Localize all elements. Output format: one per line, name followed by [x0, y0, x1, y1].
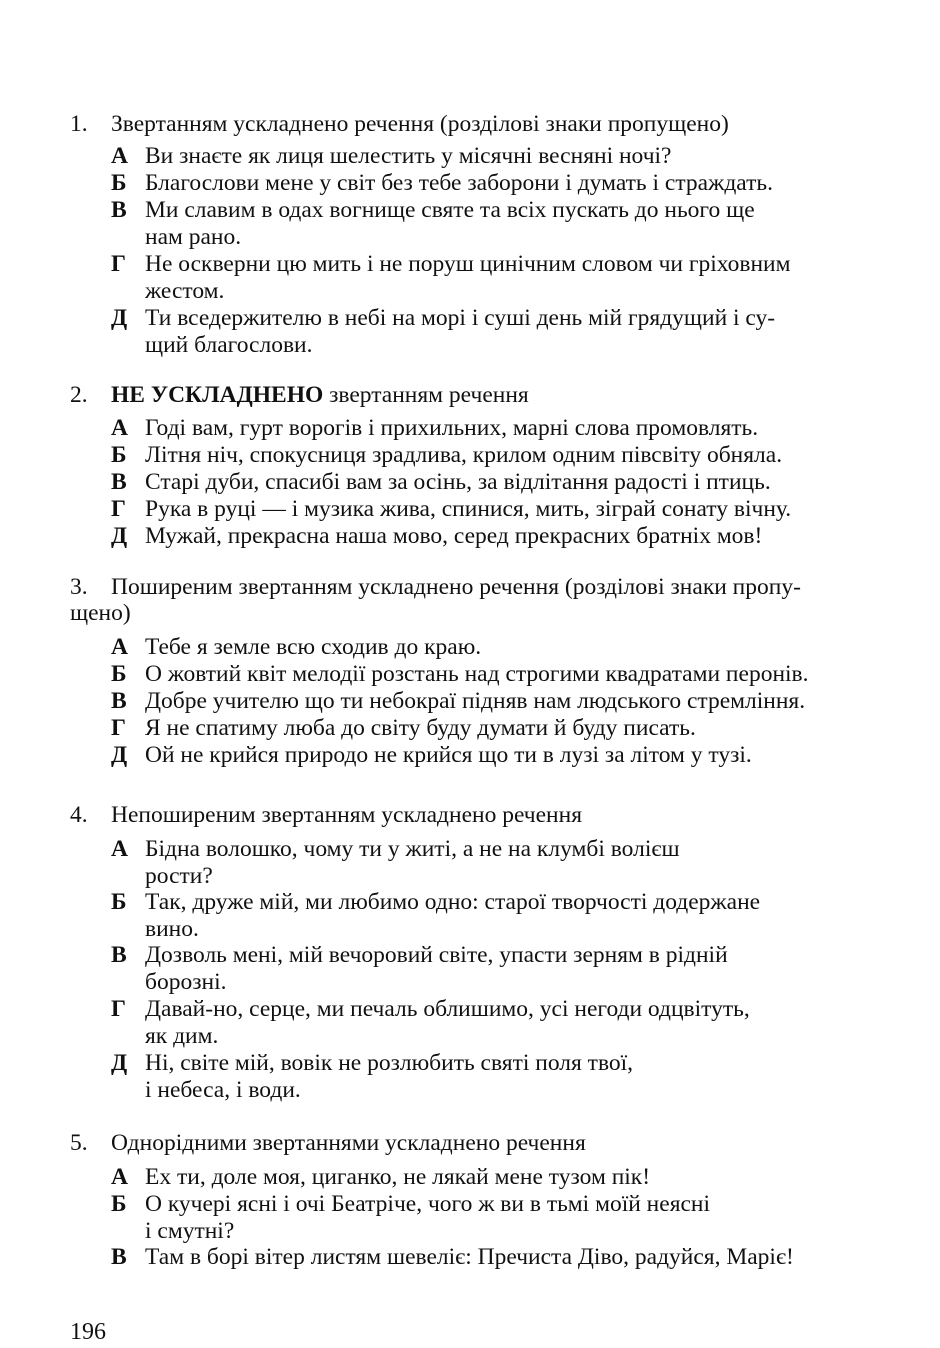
answer-option-v[interactable] — [111, 942, 881, 995]
option-line: борозні. — [145, 968, 227, 995]
answer-option-v[interactable] — [111, 1244, 881, 1271]
option-line: рости? — [145, 862, 213, 889]
question-text: Звертанням ускладнено речення (розділові знаки пропущено) — [111, 111, 729, 137]
question-stem — [70, 802, 880, 829]
question-text: щено) — [70, 600, 131, 626]
option-letter: Г — [111, 251, 126, 277]
answer-option-a[interactable] — [111, 836, 881, 889]
option-line: Ти вседержителю в небі на морі і суші день мій грядущий і су- — [145, 305, 776, 331]
option-letter: Б — [111, 170, 127, 196]
option-line: Дозволь мені, мій вечоровий світе, упасти зерням в рідній — [145, 942, 728, 968]
option-letter: Б — [111, 889, 127, 915]
option-letter: Г — [111, 496, 126, 522]
answer-option-b[interactable] — [111, 889, 881, 942]
option-line: Ви знаєте як лиця шелестить у місячні весняні ночі? — [145, 143, 672, 169]
question-stem — [70, 574, 880, 601]
question-number: 3. — [70, 574, 88, 600]
option-line: Мужай, прекрасна наша мово, серед прекрасних братніх мов! — [145, 523, 763, 549]
answer-option-a[interactable] — [111, 143, 881, 170]
option-line: Так, друже мій, ми любимо одно: старої творчості додержане — [145, 889, 761, 915]
answer-option-b[interactable] — [111, 661, 881, 688]
answer-option-d[interactable] — [111, 305, 881, 358]
answer-option-a[interactable] — [111, 1164, 881, 1191]
option-line: Бідна волошко, чому ти у житі, а не на клумбі волієш — [145, 836, 680, 862]
answer-option-h[interactable] — [111, 996, 881, 1049]
option-line: вино. — [145, 915, 199, 942]
option-letter: А — [111, 415, 128, 441]
question-stem — [70, 111, 880, 138]
question-number: 4. — [70, 802, 88, 828]
answer-option-h[interactable] — [111, 715, 881, 742]
option-line: Тебе я земле всю сходив до краю. — [145, 634, 482, 660]
answer-option-b[interactable] — [111, 442, 881, 469]
option-line: щий благослови. — [145, 331, 313, 358]
option-letter: А — [111, 634, 128, 660]
answer-option-b[interactable] — [111, 1191, 881, 1244]
option-line: Благослови мене у світ без тебе заборони і думать і страждать. — [145, 170, 773, 196]
option-line: Літня ніч, спокусниця зрадлива, крилом одним півсвіту обняла. — [145, 442, 783, 468]
option-letter: А — [111, 143, 128, 169]
answer-option-d[interactable] — [111, 523, 881, 550]
option-letter: Б — [111, 661, 127, 687]
option-letter: Б — [111, 442, 127, 468]
question-stem-continuation — [70, 600, 880, 627]
option-line: Ех ти, доле моя, циганко, не лякай мене тузом пік! — [145, 1164, 651, 1190]
question-text: Поширеним звертанням ускладнено речення (розділові знаки пропу- — [111, 574, 801, 600]
answer-option-a[interactable] — [111, 634, 881, 661]
option-letter: Д — [111, 523, 128, 549]
option-line: Старі дуби, спасибі вам за осінь, за відлітання радості і птиць. — [145, 469, 771, 495]
option-line: Ой не крийся природо не крийся що ти в лузі за літом у тузі. — [145, 742, 752, 768]
option-line: і небеса, і води. — [145, 1076, 301, 1103]
question-text: Непоширеним звертанням ускладнено речення — [111, 802, 583, 828]
option-line: Там в борі вітер листям шевеліє: Пречиста Діво, радуйся, Маріє! — [145, 1244, 794, 1270]
answer-option-v[interactable] — [111, 688, 881, 715]
answer-option-d[interactable] — [111, 1050, 881, 1103]
question-text: звертанням речення — [323, 382, 529, 408]
option-letter: В — [111, 688, 127, 714]
question-number: 5. — [70, 1130, 88, 1156]
option-line: Годі вам, гурт ворогів і прихильних, марні слова промовлять. — [145, 415, 759, 441]
option-line: О жовтий квіт мелодії розстань над строгими квадратами перонів. — [145, 661, 809, 687]
option-letter: Д — [111, 742, 128, 768]
answer-option-v[interactable] — [111, 197, 881, 250]
option-line: як дим. — [145, 1022, 219, 1049]
option-line: нам рано. — [145, 223, 242, 250]
option-letter: В — [111, 1244, 127, 1270]
option-letter: Г — [111, 715, 126, 741]
option-line: Я не спатиму люба до світу буду думати й буду писать. — [145, 715, 696, 741]
answer-option-a[interactable] — [111, 415, 881, 442]
option-line: Добре учителю що ти небокраї підняв нам людського стремління. — [145, 688, 806, 714]
option-line: і смутні? — [145, 1217, 235, 1244]
question-stem — [70, 382, 880, 409]
question-emphasis: НЕ УСКЛАДНЕНО — [111, 382, 324, 408]
answer-option-h[interactable] — [111, 496, 881, 523]
option-line: Давай-но, серце, ми печаль облишимо, усі негоди одцвітуть, — [145, 996, 750, 1022]
question-text: Однорідними звертаннями ускладнено речення — [111, 1130, 586, 1156]
question-number: 2. — [70, 382, 88, 408]
option-letter: А — [111, 836, 128, 862]
option-line: О кучері ясні і очі Беатріче, чого ж ви в тьмі моїй неясні — [145, 1191, 711, 1217]
answer-option-b[interactable] — [111, 170, 881, 197]
option-letter: Г — [111, 996, 126, 1022]
option-line: Рука в руці — і музика жива, спинися, мить, зіграй сонату вічну. — [145, 496, 792, 522]
option-letter: В — [111, 197, 127, 223]
option-letter: Д — [111, 305, 128, 331]
option-letter: Б — [111, 1191, 127, 1217]
option-letter: А — [111, 1164, 128, 1190]
option-letter: Д — [111, 1050, 128, 1076]
option-line: Ні, світе мій, вовік не розлюбить святі поля твої, — [145, 1050, 634, 1076]
answer-option-d[interactable] — [111, 742, 881, 769]
option-line: Ми славим в одах вогнище святе та всіх пускать до нього ще — [145, 197, 755, 223]
option-letter: В — [111, 469, 127, 495]
question-number: 1. — [70, 111, 88, 137]
question-stem — [70, 1130, 880, 1157]
answer-option-v[interactable] — [111, 469, 881, 496]
option-letter: В — [111, 942, 127, 968]
page-number: 196 — [70, 1319, 106, 1345]
option-line: жестом. — [145, 277, 225, 304]
option-line: Не оскверни цю мить і не поруш цинічним словом чи гріховним — [145, 251, 791, 277]
answer-option-h[interactable] — [111, 251, 881, 304]
